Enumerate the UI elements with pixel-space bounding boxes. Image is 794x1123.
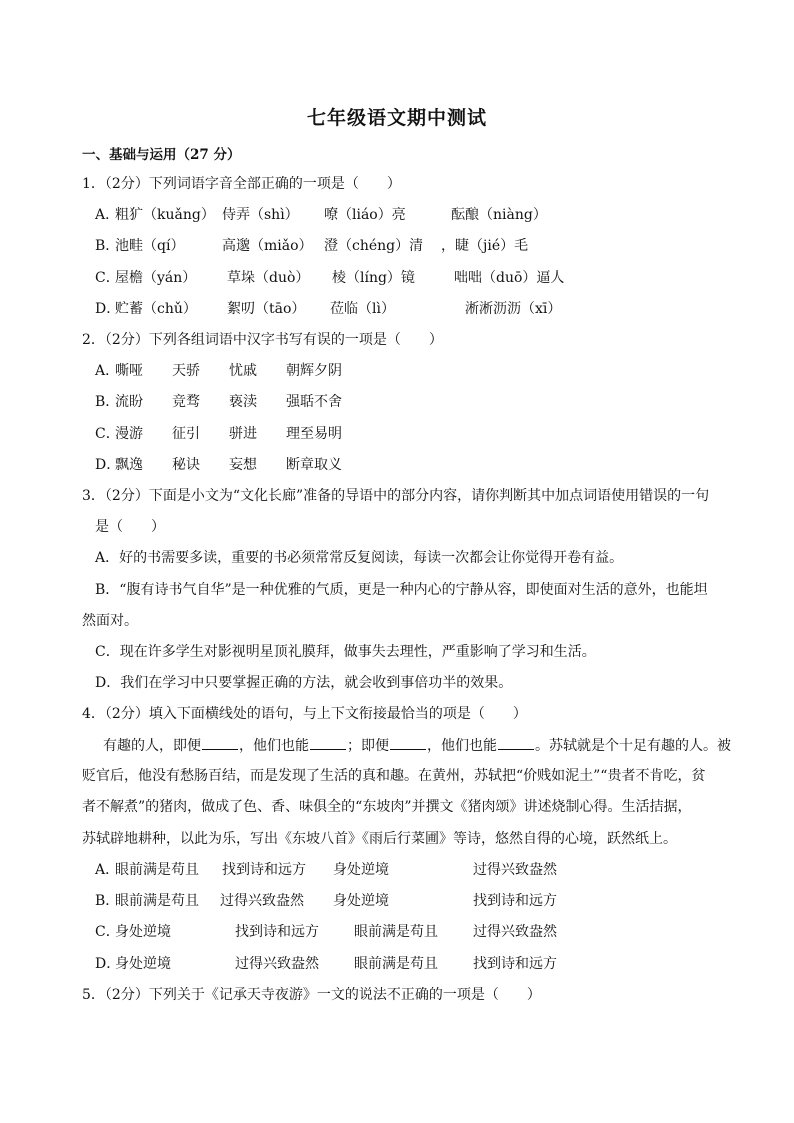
q3-option-d[interactable]: D．我们在学习中只要掌握正确的方法，就会收到事倍功半的效果。 <box>95 675 513 691</box>
page-title: 七年级语文期中测试 <box>306 107 487 129</box>
q3-option-c[interactable]: C．现在许多学生对影视明星顶礼膜拜，做事失去理性，严重影响了学习和生活。 <box>95 644 596 660</box>
q4-passage-line-3: 者不解煮”的猪肉，做成了色、香、味俱全的“东坡肉”并撰文《猪肉颂》讲述烧制心得。生活拮据， <box>82 799 692 815</box>
blank-4 <box>498 735 534 750</box>
blank-3 <box>390 735 426 750</box>
blank-2 <box>310 735 346 750</box>
q4-passage-line-1: 有趣的人，即便 ，他们也能 ；即便 ，他们也能 。苏轼就是个十足有趣的人。被 <box>103 735 731 756</box>
q4-passage-line-2: 贬官后，他没有愁肠百结，而是发现了生活的真和趣。在黄州，苏轼把“价贱如泥土”“贵者不肯吃，贫 <box>82 768 706 784</box>
q3-stem-cont: 是（ ） <box>95 519 165 535</box>
q4-stem: 4．（2分）填入下面横线处的语句，与上下文衔接最恰当的项是（ ） <box>82 706 527 722</box>
section-heading: 一、基础与运用（27 分） <box>82 147 241 163</box>
q1-stem: 1．（2分）下列词语字音全部正确的一项是（ ） <box>82 176 401 192</box>
q3-option-b[interactable]: B．“腹有诗书气自华”是一种优雅的气质，更是一种内心的宁静从容，即使面对生活的意外，也能坦 <box>95 582 708 598</box>
q3-option-a[interactable]: A．好的书需要多读，重要的书必须常常反复阅读，每读一次都会让你觉得开卷有益。 <box>95 550 624 566</box>
q3-option-b-cont: 然面对。 <box>82 613 138 629</box>
q4-passage-line-4: 苏轼辟地耕种，以此为乐，写出《东坡八首》《雨后行菜圃》等诗，悠然自得的心境，跃然纸上。 <box>82 831 677 847</box>
q2-stem: 2．（2分）下列各组词语中汉字书写有误的一项是（ ） <box>82 332 443 348</box>
q5-stem: 5．（2分）下列关于《记承天寺夜游》一文的说法不正确的一项是（ ） <box>82 987 541 1003</box>
blank-1 <box>202 735 238 750</box>
q3-stem: 3．（2分）下面是小文为“文化长廊”准备的导语中的部分内容，请你判断其中加点词语使用错误的一句 <box>82 488 710 504</box>
